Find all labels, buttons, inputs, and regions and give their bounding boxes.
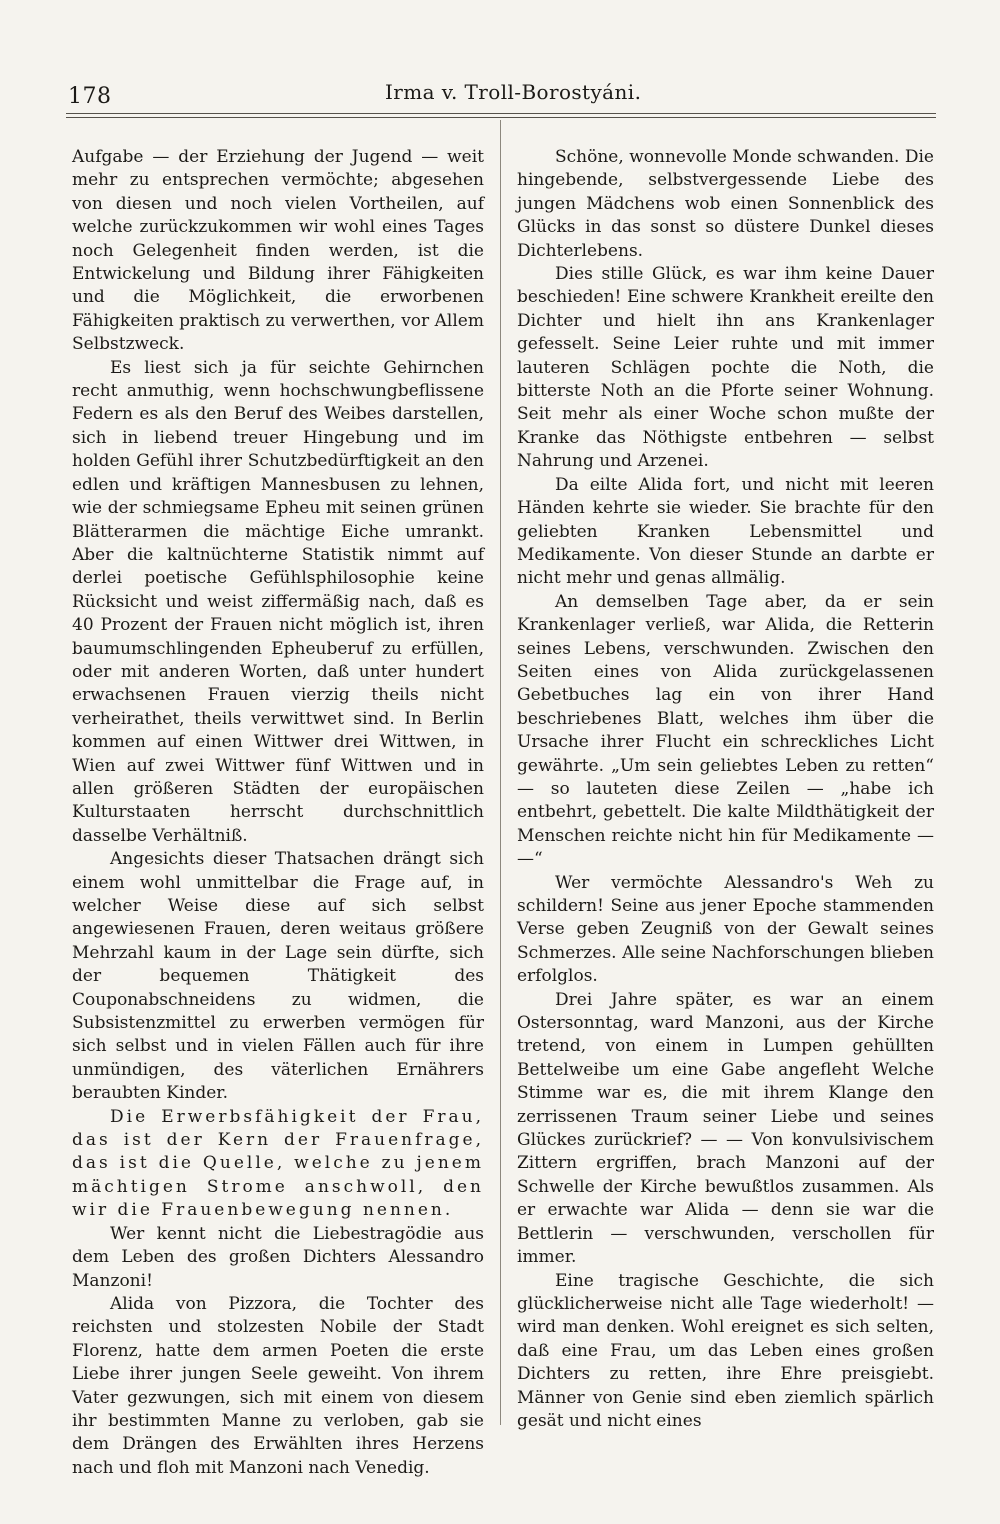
paragraph: Angesichts dieser Thatsachen drängt sich einem wohl unmittelbar die Frage auf, in welcher Weise diese auf sich selbst angewiesenen Frauen, deren weitaus größere Mehrzahl kaum in der Lage sein dürfte, sich der bequemen Thätigkeit des Couponabschneidens zu widmen, die Subsistenzmittel zu erwerben vermögen für sich selbst und in vielen Fällen auch für ihre unmündigen, des väterlichen Ernährers beraubten Kinder. <box>72 849 484 1104</box>
paragraph: Es liest sich ja für seichte Gehirnchen recht anmuthig, wenn hochschwungbeflissene Federn es als den Beruf des Weibes darstellen, sich in liebend treuer Hingebung und im holden Gefühl ihrer Schutzbedürftigkeit an den edlen und kräftigen Mannesbusen zu lehnen, wie der schmiegsame Epheu mit seinen grünen Blätterarmen die mächtige Eiche umrankt. Aber die kaltnüchterne Statistik nimmt auf derlei poetische Gefühlsphilosophie keine Rücksicht und weist ziffermäßig nach, daß es 40 Prozent der Frauen nicht möglich ist, ihren baumumschlingenden Epheuberuf zu erfüllen, oder mit anderen Worten, daß unter hundert erwachsenen Frauen vierzig theils nicht verheirathet, theils verwittwet sind. In Berlin kommen auf einen Wittwer drei Wittwen, in Wien auf zwei Wittwer fünf Wittwen und in allen größeren Städten der europäischen Kulturstaaten herrscht durchschnittlich dasselbe Verhältniß. <box>72 357 484 846</box>
page-number: 178 <box>68 84 112 109</box>
paragraph: Schöne, wonnevolle Monde schwanden. Die hingebende, selbstvergessende Liebe des jungen Mädchens wob einen Sonnenblick des Glücks in das sonst so düstere Dunkel dieses Dichterlebens. <box>517 147 934 261</box>
running-head: Irma v. Troll-Borostyáni. <box>385 80 642 104</box>
column-divider <box>500 120 501 1425</box>
paragraph: Alida von Pizzora, die Tochter des reichsten und stolzesten Nobile der Stadt Florenz, hatte dem armen Poeten die erste Liebe ihrer jungen Seele geweiht. Von ihrem Vater gezwungen, sich mit einem von diesem ihr bestimmten Manne zu verloben, gab sie dem Drängen des Erwählten ihres Herzens nach und floh mit Manzoni nach Venedig. <box>72 1293 484 1478</box>
paragraph-emphasis: Die Erwerbsfähigkeit der Frau, das ist der Kern der Frauenfrage, das ist die Quelle, welche zu jenem mächtigen Strome anschwoll, den wir die Frauenbewegung nennen. <box>72 1106 484 1221</box>
paragraph: Wer vermöchte Alessandro's Weh zu schildern! Seine aus jener Epoche stammenden Verse geben Zeugniß von der Gewalt seines Schmerzes. Alle seine Nachforschungen blieben erfolglos. <box>517 872 934 987</box>
paragraph: Da eilte Alida fort, und nicht mit leeren Händen kehrte sie wieder. Sie brachte für den geliebten Kranken Lebensmittel und Medikamente. Von dieser Stunde an darbte er nicht mehr und genas allmälig. <box>517 474 934 589</box>
paragraph: Aufgabe — der Erziehung der Jugend — weit mehr zu entsprechen vermöchte; abgesehen von diesen und noch vielen Vortheilen, auf welche zurückzukommen wir wohl eines Tages noch Gelegenheit finden werden, ist die Entwickelung und Bildung ihrer Fähigkeiten und die Möglichkeit, die erworbenen Fähigkeiten praktisch zu verwerthen, vor Allem Selbstzweck. <box>72 147 484 355</box>
paragraph: An demselben Tage aber, da er sein Krankenlager verließ, war Alida, die Retterin seines Lebens, verschwunden. Zwischen den Seiten eines von Alida zurückgelassenen Gebetbuches lag ein von ihrer Hand beschriebenes Blatt, welches ihm über die Ursache ihrer Flucht ein schreckliches Licht gewährte. „Um sein geliebtes Leben zu retten“ — so lauteten diese Zeilen — „habe ich entbehrt, gebettelt. Die kalte Mildthätigkeit der Menschen reichte nicht hin für Medikamente — —“ <box>517 591 934 870</box>
header-rule-top <box>66 113 936 114</box>
paragraph: Dies stille Glück, es war ihm keine Dauer beschieden! Eine schwere Krankheit ereilte den Dichter und hielt ihn ans Krankenlager gefesselt. Seine Leier ruhte und mit immer lauteren Schlägen pochte die Noth, die bitterste Noth an die Pforte seiner Wohnung. Seit mehr als einer Woche schon mußte der Kranke das Nöthigste entbehren — selbst Nahrung und Arzenei. <box>517 264 934 472</box>
paragraph: Eine tragische Geschichte, die sich glücklicherweise nicht alle Tage wiederholt! — wird man denken. Wohl ereignet es sich selten, daß eine Frau, um das Leben eines großen Dichters zu retten, ihre Ehre preisgiebt. Männer von Genie sind eben ziemlich spärlich gesät und nicht eines <box>517 1270 934 1431</box>
right-column <box>517 146 934 1433</box>
paragraph: Drei Jahre später, es war an einem Ostersonntag, ward Manzoni, aus der Kirche tretend, von einem in Lumpen gehüllten Bettelweibe um eine Gabe angefleht Welche Stimme war es, die mit ihrem Klange den zerrissenen Traum seiner Liebe und seines Glückes zurückrief? — — Von konvulsivischem Zittern ergriffen, brach Manzoni auf der Schwelle der Kirche bewußtlos zusammen. Als er erwachte war Alida — denn sie war die Bettlerin — verschwunden, verschollen für immer. <box>517 989 934 1268</box>
header-rule-bottom <box>66 117 936 118</box>
paragraph: Wer kennt nicht die Liebestragödie aus dem Leben des großen Dichters Alessandro Manzoni! <box>72 1223 484 1291</box>
left-column <box>72 146 484 1480</box>
